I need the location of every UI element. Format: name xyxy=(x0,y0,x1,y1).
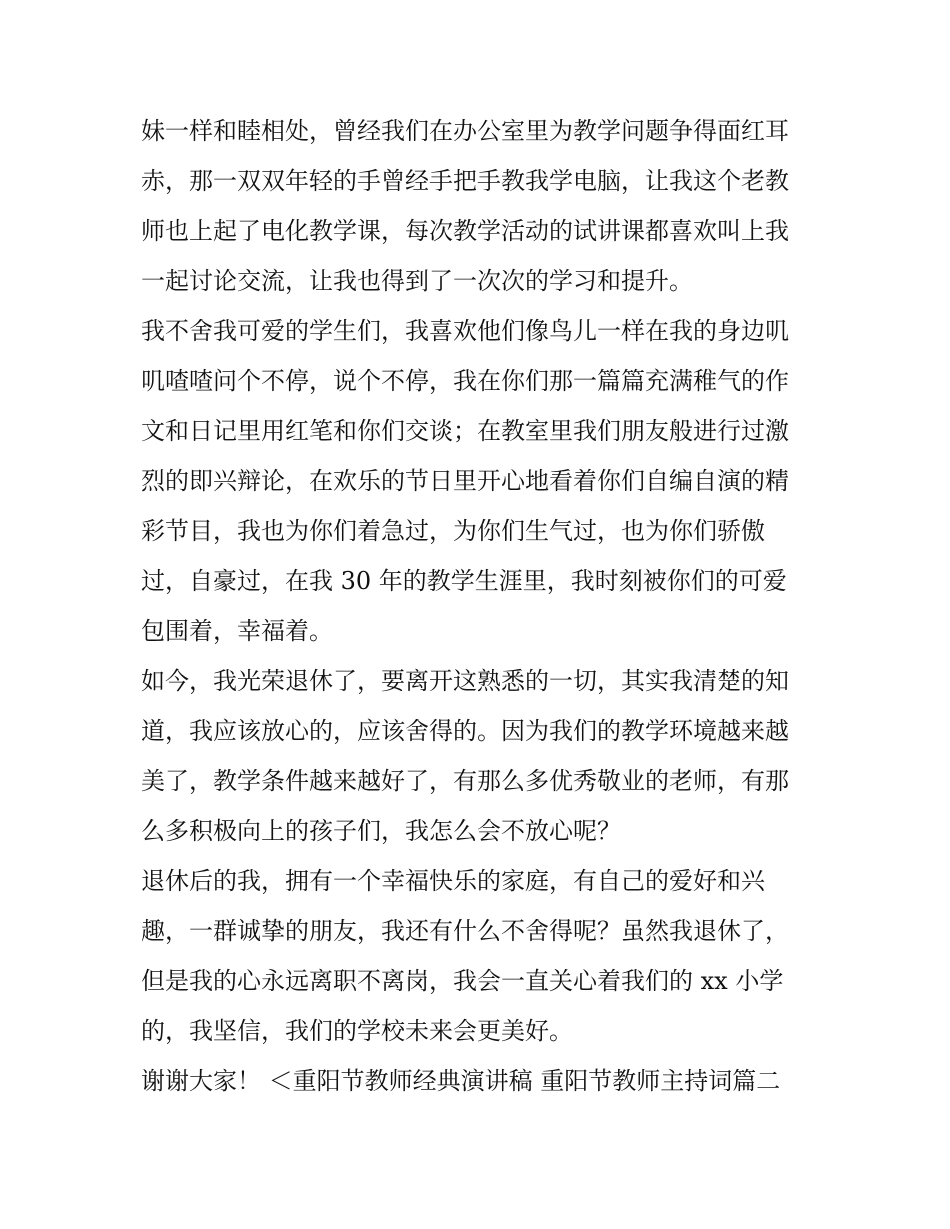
text-line: 的，我坚信，我们的学校未来会更美好。 xyxy=(141,1017,573,1045)
paragraph-5 xyxy=(141,1056,813,1106)
paragraph-2 xyxy=(141,306,813,656)
text-line: 一起讨论交流，让我也得到了一次次的学习和提升。 xyxy=(141,267,693,295)
document-body xyxy=(141,106,813,1106)
text-line: 彩节目，我也为你们着急过，为你们生气过，也为你们骄傲 xyxy=(141,517,765,545)
text-line: 如今，我光荣退休了，要离开这熟悉的一切，其实我清楚的知 xyxy=(141,667,789,695)
text-line: 妹一样和睦相处，曾经我们在办公室里为教学问题争得面红耳 xyxy=(141,117,789,145)
paragraph-1 xyxy=(141,106,813,306)
text-line: 么多积极向上的孩子们，我怎么会不放心呢？ xyxy=(141,817,621,845)
text-line: 道，我应该放心的，应该舍得的。因为我们的教学环境越来越 xyxy=(141,717,789,745)
text-line: 师也上起了电化教学课，每次教学活动的试讲课都喜欢叫上我 xyxy=(141,217,789,245)
text-line: 文和日记里用红笔和你们交谈；在教室里我们朋友般进行过激 xyxy=(141,417,789,445)
text-line: 但是我的心永远离职不离岗，我会一直关心着我们的 xx 小学 xyxy=(141,967,784,995)
text-line: 包围着，幸福着。 xyxy=(141,617,333,645)
paragraph-3 xyxy=(141,656,813,856)
text-line: 赤，那一双双年轻的手曾经手把手教我学电脑，让我这个老教 xyxy=(141,167,789,195)
text-line: 美了，教学条件越来越好了，有那么多优秀敬业的老师，有那 xyxy=(141,767,789,795)
text-line: 我不舍我可爱的学生们，我喜欢他们像鸟儿一样在我的身边叽 xyxy=(141,317,789,345)
text-line: 趣，一群诚挚的朋友，我还有什么不舍得呢？虽然我退休了， xyxy=(141,917,789,945)
text-line: 叽喳喳问个不停，说个不停，我在你们那一篇篇充满稚气的作 xyxy=(141,367,789,395)
text-line: 过，自豪过，在我 30 年的教学生涯里，我时刻被你们的可爱 xyxy=(141,567,787,595)
text-line: 烈的即兴辩论，在欢乐的节日里开心地看着你们自编自演的精 xyxy=(141,467,789,495)
text-line: 退休后的我，拥有一个幸福快乐的家庭，有自己的爱好和兴 xyxy=(141,867,765,895)
text-line: 谢谢大家！ ＜重阳节教师经典演讲稿 重阳节教师主持词篇二 xyxy=(141,1067,781,1095)
paragraph-4 xyxy=(141,856,813,1056)
